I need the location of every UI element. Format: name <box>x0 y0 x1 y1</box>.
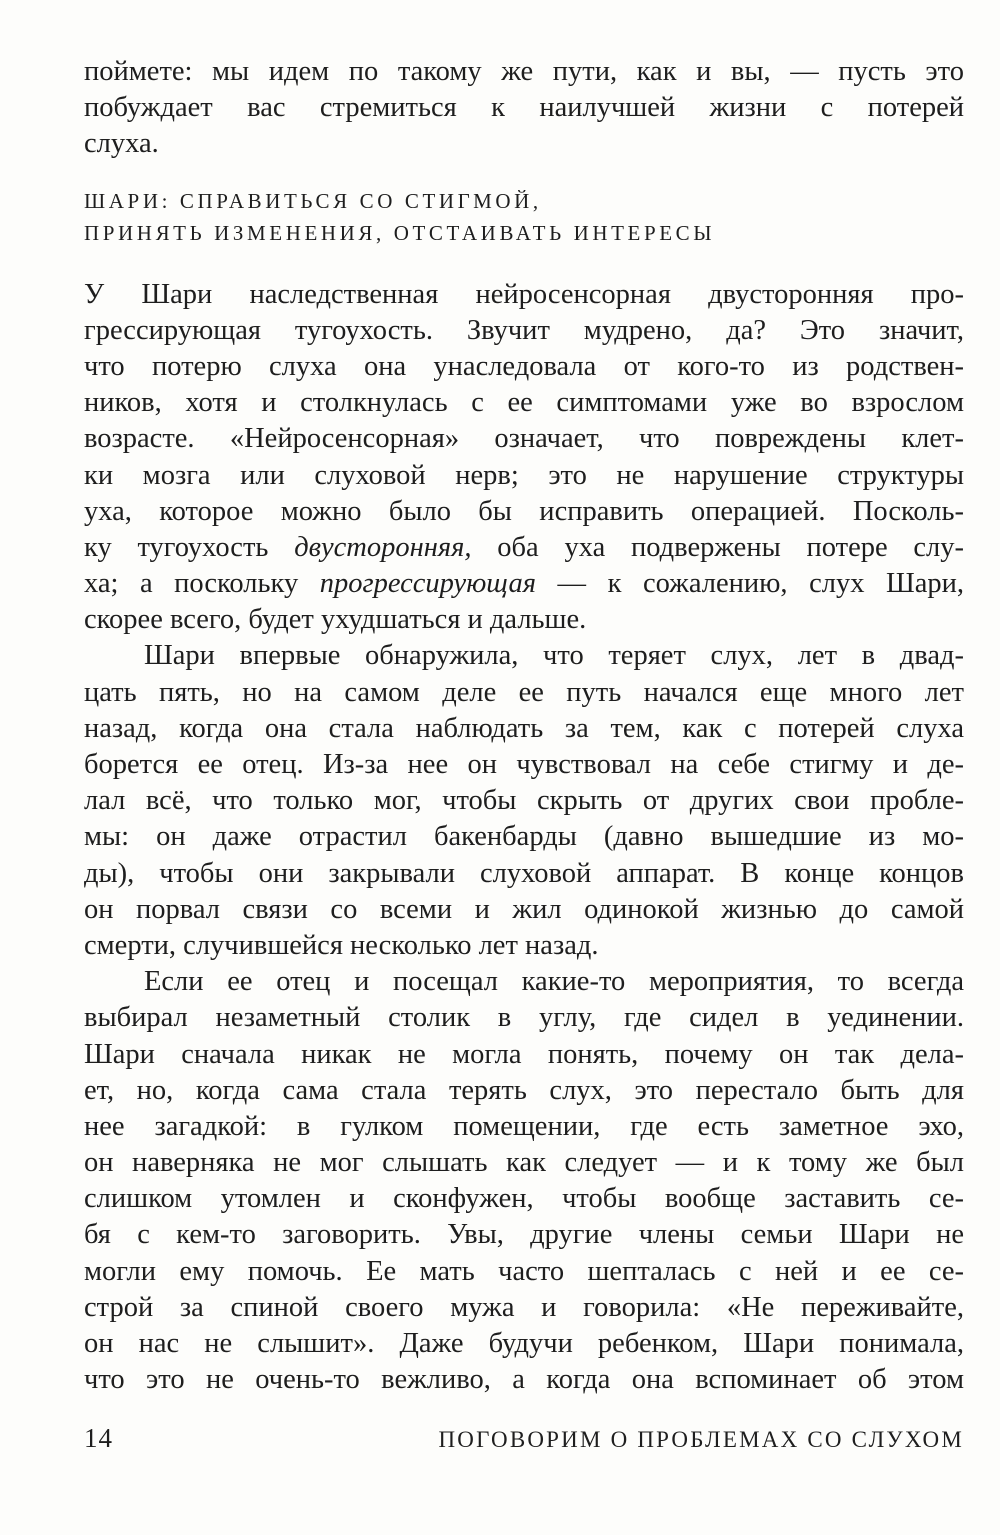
text-line: Шари сначала никак не могла понять, почему он так дела- <box>84 1038 964 1070</box>
text-line: строй за спиной своего мужа и говорила: «Не переживайте, <box>84 1291 964 1323</box>
text-line: он порвал связи со всеми и жил одинокой жизнью до самой <box>84 893 964 925</box>
text-segment: ку тугоухость <box>84 531 295 563</box>
text-line: мы: он даже отрастил бакенбарды (давно вышедшие из мо- <box>84 821 964 853</box>
text-line: что это не очень-то вежливо, а когда она вспоминает об этом <box>84 1364 964 1396</box>
text-line: могли ему помочь. Ее мать часто шепталась с ней и ее се- <box>84 1255 964 1287</box>
heading-line-1: ШАРИ: СПРАВИТЬСЯ СО СТИГМОЙ, <box>84 188 542 213</box>
text-line: ки мозга или слуховой нерв; это не нарушение структуры <box>84 459 964 491</box>
text-line: ды), чтобы они закрывали слуховой аппарат. В конце концов <box>84 857 964 889</box>
text-segment: — к сожалению, слух Шари, <box>536 568 964 600</box>
text-line: У Шари наследственная нейросенсорная двусторонняя про- <box>84 278 964 310</box>
text-line: уха, которое можно было бы исправить операцией. Посколь- <box>84 495 964 527</box>
text-line: Если ее отец и посещал какие-то мероприятия, то всегда <box>144 966 964 998</box>
text-line: он нас не слышит». Даже будучи ребенком, Шари понимала, <box>84 1328 964 1359</box>
text-line: борется ее отец. Из-за нее он чувствовал на себе стигму и де- <box>84 749 964 780</box>
text-line: поймете: мы идем по такому же пути, как и вы, — пусть это <box>84 56 964 87</box>
text-line-with-italic <box>84 566 964 602</box>
text-line: выбирал незаметный столик в углу, где сидел в уединении. <box>84 1002 964 1034</box>
text-line: назад, когда она стала наблюдать за тем, как с потерей слуха <box>84 712 964 744</box>
text-line: что потерю слуха она унаследовала от кого-то из родствен- <box>84 350 964 382</box>
paragraph-1 <box>84 277 964 639</box>
text-line: смерти, случившейся несколько лет назад. <box>84 929 599 961</box>
text-line: грессирующая тугоухость. Звучит мудрено, да? Это значит, <box>84 314 964 346</box>
page-footer <box>84 1423 964 1454</box>
page-number: 14 <box>84 1423 113 1453</box>
paragraph-3 <box>84 964 964 1398</box>
text-line: слишком утомлен и сконфужен, чтобы вообще заставить се- <box>84 1183 964 1215</box>
text-line: он наверняка не мог слышать как следует — и к тому же был <box>84 1147 964 1179</box>
body-text <box>84 54 964 1398</box>
text-line: ников, хотя и столкнулась с ее симптомами уже во взрослом <box>84 387 964 419</box>
heading-line-2: ПРИНЯТЬ ИЗМЕНЕНИЯ, ОТСТАИВАТЬ ИНТЕРЕСЫ <box>84 220 716 245</box>
italic-term: прогрессирующая <box>319 568 537 600</box>
paragraph-2 <box>84 638 964 964</box>
text-line: возрасте. «Нейросенсорная» означает, что повреждены клет- <box>84 423 964 455</box>
intro-paragraph <box>84 54 964 163</box>
text-line-with-italic <box>84 530 964 566</box>
running-title: ПОГОВОРИМ О ПРОБЛЕМАХ СО СЛУХОМ <box>438 1427 964 1452</box>
text-line: слуха. <box>84 128 159 160</box>
italic-term: двусторонняя, <box>294 531 472 563</box>
section-heading <box>84 185 964 249</box>
text-line: цать пять, но на самом деле ее путь начался еще много лет <box>84 676 964 708</box>
text-line: лал всё, что только мог, чтобы скрыть от других свои пробле- <box>84 785 964 817</box>
text-line: скорее всего, будет ухудшаться и дальше. <box>84 604 587 636</box>
text-segment: оба уха подвержены потере слу- <box>471 531 964 563</box>
text-line: побуждает вас стремиться к наилучшей жизни с потерей <box>84 92 964 124</box>
text-segment: ха; а поскольку <box>84 568 320 600</box>
text-line: Шари впервые обнаружила, что теряет слух, лет в двад- <box>144 640 964 672</box>
text-line: нее загадкой: в гулком помещении, где есть заметное эхо, <box>84 1110 964 1142</box>
text-line: бя с кем-то заговорить. Увы, другие члены семьи Шари не <box>84 1219 964 1251</box>
text-line: ет, но, когда сама стала терять слух, это перестало быть для <box>84 1074 964 1106</box>
